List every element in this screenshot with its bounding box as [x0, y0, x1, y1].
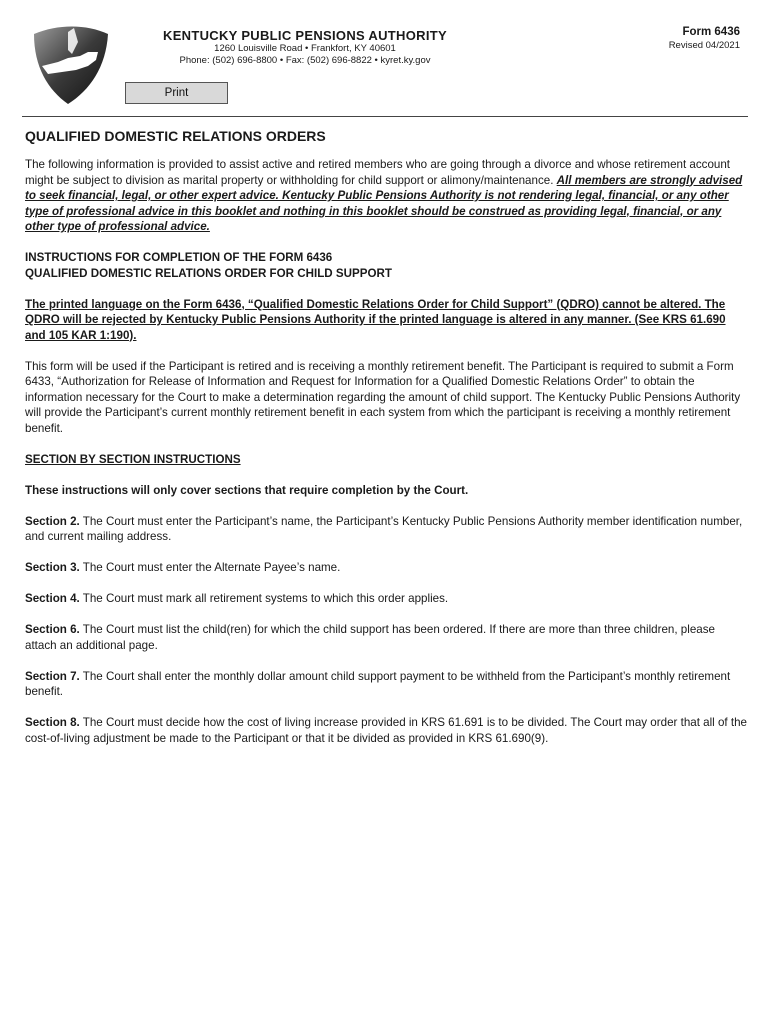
section-instruction — [25, 514, 749, 545]
section-text: The Court must list the child(ren) for which the child support has been ordered. If there are more than three children, please attach an additional page. — [25, 623, 715, 652]
document-body — [25, 128, 749, 762]
section-text: The Court must mark all retirement systems to which this order applies. — [79, 592, 449, 605]
section-instruction — [25, 669, 749, 700]
section-list — [25, 514, 749, 747]
section-text: The Court must enter the Alternate Payee’s name. — [79, 561, 341, 574]
form-identifier — [669, 25, 740, 53]
section-instruction — [25, 715, 749, 746]
section-text: The Court must enter the Participant’s name, the Participant’s Kentucky Public Pensions Authority member identification number, and current mailing address. — [25, 514, 743, 543]
page-title: QUALIFIED DOMESTIC RELATIONS ORDERS — [25, 128, 326, 144]
section-instruction — [25, 622, 749, 653]
organization-contact: Phone: (502) 696-8800 • Fax: (502) 696-8822 • kyret.ky.gov — [179, 55, 431, 66]
scope-note: These instructions will only cover sections that require completion by the Court. — [25, 483, 469, 497]
section-instructions-heading: SECTION BY SECTION INSTRUCTIONS — [25, 452, 241, 466]
intro-advice-emphasis: All members are strongly advised to seek financial, legal, or other expert advice. Kentucky Public Pensions Authority is not rendering legal, financial, or any other type of professional advice in this booklet and nothing in this booklet should be construed as providing legal, financial, or any other type of professional advice. — [25, 173, 743, 233]
section-instruction — [25, 591, 749, 607]
usage-paragraph: This form will be used if the Participant is retired and is receiving a monthly retirement benefit. The Participant is required to submit a Form 6433, “Authorization for Release of Information and Request for Information for a Qualified Domestic Relations Order” to obtain the information necessary for the Court to make a determination regarding the amount of child support. The Kentucky Public Pensions Authority will provide the Participant’s current monthly retirement benefit in each system from which the participant is receiving a monthly retirement benefit. — [25, 359, 741, 435]
section-label: Section 2. — [25, 514, 80, 528]
section-text: The Court shall enter the monthly dollar amount child support payment to be withheld from the Participant’s monthly retirement benefit. — [25, 669, 731, 698]
intro-text: The following information is provided to assist active and retired members who are going through a divorce and whose retirement account might be subject to division as marital property or withholding for child support or alimony/maintenance. — [25, 158, 731, 187]
instructions-heading-line1: INSTRUCTIONS FOR COMPLETION OF THE FORM 6436 — [25, 251, 333, 264]
instructions-heading — [25, 250, 749, 281]
kentucky-shield-logo-icon — [28, 22, 112, 106]
section-label: Section 6. — [25, 623, 80, 636]
form-revision-date: Revised 04/2021 — [668, 40, 740, 51]
print-button[interactable]: Print — [125, 82, 228, 104]
header-divider — [22, 116, 748, 117]
instructions-heading-line2: QUALIFIED DOMESTIC RELATIONS ORDER FOR CHILD SUPPORT — [25, 266, 392, 280]
section-label: Section 7. — [25, 669, 80, 683]
section-label: Section 8. — [25, 716, 80, 729]
section-text: The Court must decide how the cost of living increase provided in KRS 61.691 is to be divided. The Court may order that all of the cost-of-living adjustment be made to the Participant or that it be divided as provided in KRS 61.690(9). — [25, 716, 747, 745]
organization-address: 1260 Louisville Road • Frankfort, KY 40601 — [214, 43, 396, 54]
form-number: Form 6436 — [682, 26, 740, 38]
intro-paragraph — [25, 157, 749, 235]
section-label: Section 4. — [25, 592, 80, 605]
section-label: Section 3. — [25, 561, 80, 574]
organization-header — [150, 28, 460, 67]
section-instruction — [25, 560, 749, 576]
alteration-warning: The printed language on the Form 6436, “Qualified Domestic Relations Order for Child Support” (QDRO) cannot be altered. The QDRO will be rejected by Kentucky Public Pensions Authority if the printed language is altered in any manner. (See KRS 61.690 and 105 KAR 1:190). — [25, 297, 726, 342]
organization-name: KENTUCKY PUBLIC PENSIONS AUTHORITY — [163, 28, 447, 43]
